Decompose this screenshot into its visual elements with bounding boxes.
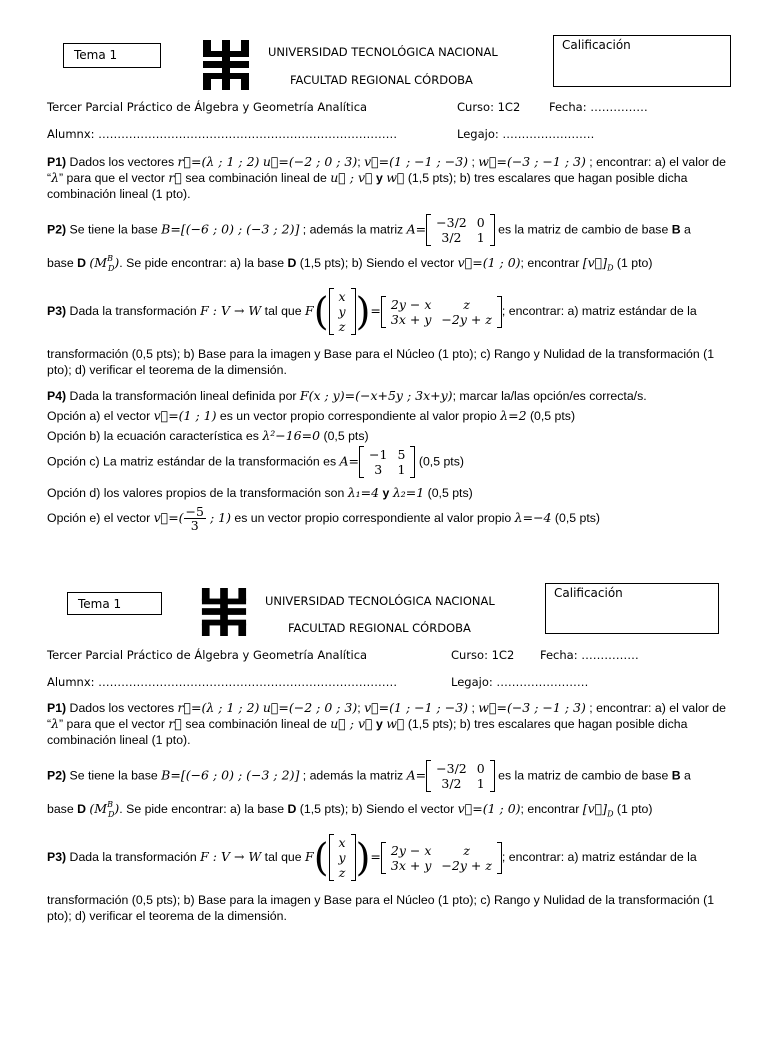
input-vector: x y z — [329, 288, 356, 335]
exam-title: Tercer Parcial Práctico de Álgebra y Geometría Analítica — [47, 100, 368, 114]
fecha: Fecha: …………… — [540, 648, 639, 662]
utn-logo — [203, 40, 249, 90]
problem-1: P1) Dados los vectores r⃗=(λ ; 1 ; 2) u⃗=(−2 ; 0 ; 3); v⃗=(1 ; −1 ; −3) ; w⃗=(−3 ; −1 ; 3) ; encontrar: a) el valor de “λ” para que el vector r⃗ sea combinación lineal de u⃗ ; v⃗ y w⃗ (1,5 pts); b) tres escalares que hagan posible dicha combinación lineal (1 pto). — [47, 154, 726, 201]
calificacion-label: Calificación — [554, 586, 623, 600]
problem-2-line1: P2) Se tiene la base B=[(−6 ; 0) ; (−3 ; 2)] ; además la matriz A= −3/2 0 3/2 1 es la matriz de cambio de base B a — [47, 215, 691, 245]
tema-label: Tema 1 — [78, 597, 122, 611]
problem-3-line2: transformación (0,5 pts); b) Base para la imagen y Base para el Núcleo (1 pto); c) Rango y Nulidad de la transformación (1 pto); d) verificar el teorema de la dimensión. — [47, 347, 715, 377]
legajo-field: Legajo: …………………… — [451, 675, 589, 689]
option-d: Opción d) los valores propios de la transformación son λ₁=4 y λ₂=1 (0,5 pts) — [47, 485, 473, 500]
standard-matrix: −1 5 3 1 — [359, 446, 415, 478]
option-c: Opción c) La matriz estándar de la transformación es A= −1 5 3 1 (0,5 pts) — [47, 447, 464, 477]
tema-box — [63, 43, 161, 68]
curso: Curso: 1C2 — [457, 100, 521, 114]
input-vector: x y z — [329, 834, 356, 881]
exam-title: Tercer Parcial Práctico de Álgebra y Geometría Analítica — [47, 648, 368, 662]
problem-2-line2: base D $(M^B_D)$. Se pide encontrar: a) la base D (1,5 pts); b) Siendo el vector v⃗=(1 ; 0); encontrar $[v⃗]_D$ (1 pto) — [47, 800, 653, 819]
option-e: Opción e) el vector v⃗=( $\frac{-5}{3}$ ; 1) es un vector propio correspondiente al valor propio λ=−4 (0,5 pts) — [47, 504, 601, 533]
alumnx-field: Alumnx: …………………………………………………………………… — [47, 127, 398, 141]
calificacion-label: Calificación — [562, 38, 631, 52]
problem-2-line1: P2) Se tiene la base B=[(−6 ; 0) ; (−3 ; 2)] ; además la matriz A= −3/2 0 3/2 1 es la matriz de cambio de base B a — [47, 761, 691, 791]
change-of-basis-matrix: −3/2 0 3/2 1 — [426, 214, 495, 246]
p4-label: P4) — [47, 389, 67, 403]
problem-4-line1: P4) Dada la transformación lineal definida por F(x ; y)=(−x+5y ; 3x+y); marcar la/las opción/es correcta/s. — [47, 388, 647, 403]
alumnx-field: Alumnx: …………………………………………………………………… — [47, 675, 398, 689]
problem-3-line1: P3) Dada la transformación F : V → W tal que F( x y z )= 2y − x z 3x + y −2y + z ; encontrar: a) matriz estándar de la — [47, 835, 697, 880]
tema-box — [67, 592, 162, 615]
problem-3-line1: P3) Dada la transformación F : V → W tal que F( x y z )= 2y − x z 3x + y −2y + z ; encontrar: a) matriz estándar de la — [47, 289, 697, 334]
university-name: UNIVERSIDAD TECNOLÓGICA NACIONAL — [268, 45, 498, 59]
tema-label: Tema 1 — [74, 48, 118, 62]
p1-label: P1) — [47, 155, 67, 169]
p3-label: P3) — [47, 303, 67, 318]
curso: Curso: 1C2 — [451, 648, 515, 662]
option-b: Opción b) la ecuación característica es λ²−16=0 (0,5 pts) — [47, 428, 369, 443]
fecha: Fecha: …………… — [549, 100, 648, 114]
problem-1: P1) Dados los vectores r⃗=(λ ; 1 ; 2) u⃗=(−2 ; 0 ; 3); v⃗=(1 ; −1 ; −3) ; w⃗=(−3 ; −1 ; 3) ; encontrar: a) el valor de “λ” para que el vector r⃗ sea combinación lineal de u⃗ ; v⃗ y w⃗ (1,5 pts); b) tres escalares que hagan posible dicha combinación lineal (1 pto). — [47, 700, 726, 747]
legajo-field: Legajo: …………………… — [457, 127, 595, 141]
calificacion-box — [553, 35, 731, 87]
change-of-basis-matrix: −3/2 0 3/2 1 — [426, 760, 495, 792]
transformation-matrix: 2y − x z 3x + y −2y + z — [381, 842, 502, 874]
faculty-name: FACULTAD REGIONAL CÓRDOBA — [288, 621, 471, 635]
problem-2-line2: base D $(M^B_D)$. Se pide encontrar: a) la base D (1,5 pts); b) Siendo el vector v⃗=(1 ; 0); encontrar $[v⃗]_D$ (1 pto) — [47, 254, 653, 273]
calificacion-box — [545, 583, 719, 634]
exam-copy-2 — [0, 548, 768, 1048]
university-name: UNIVERSIDAD TECNOLÓGICA NACIONAL — [265, 594, 495, 608]
faculty-name: FACULTAD REGIONAL CÓRDOBA — [290, 73, 473, 87]
option-a: Opción a) el vector v⃗=(1 ; 1) es un vector propio correspondiente al valor propio λ=2 (0,5 pts) — [47, 408, 576, 423]
problem-3-line2: transformación (0,5 pts); b) Base para la imagen y Base para el Núcleo (1 pto); c) Rango y Nulidad de la transformación (1 pto); d) verificar el teorema de la dimensión. — [47, 893, 715, 923]
p2-label: P2) — [47, 222, 67, 237]
utn-logo — [201, 588, 247, 636]
transformation-matrix: 2y − x z 3x + y −2y + z — [381, 296, 502, 328]
